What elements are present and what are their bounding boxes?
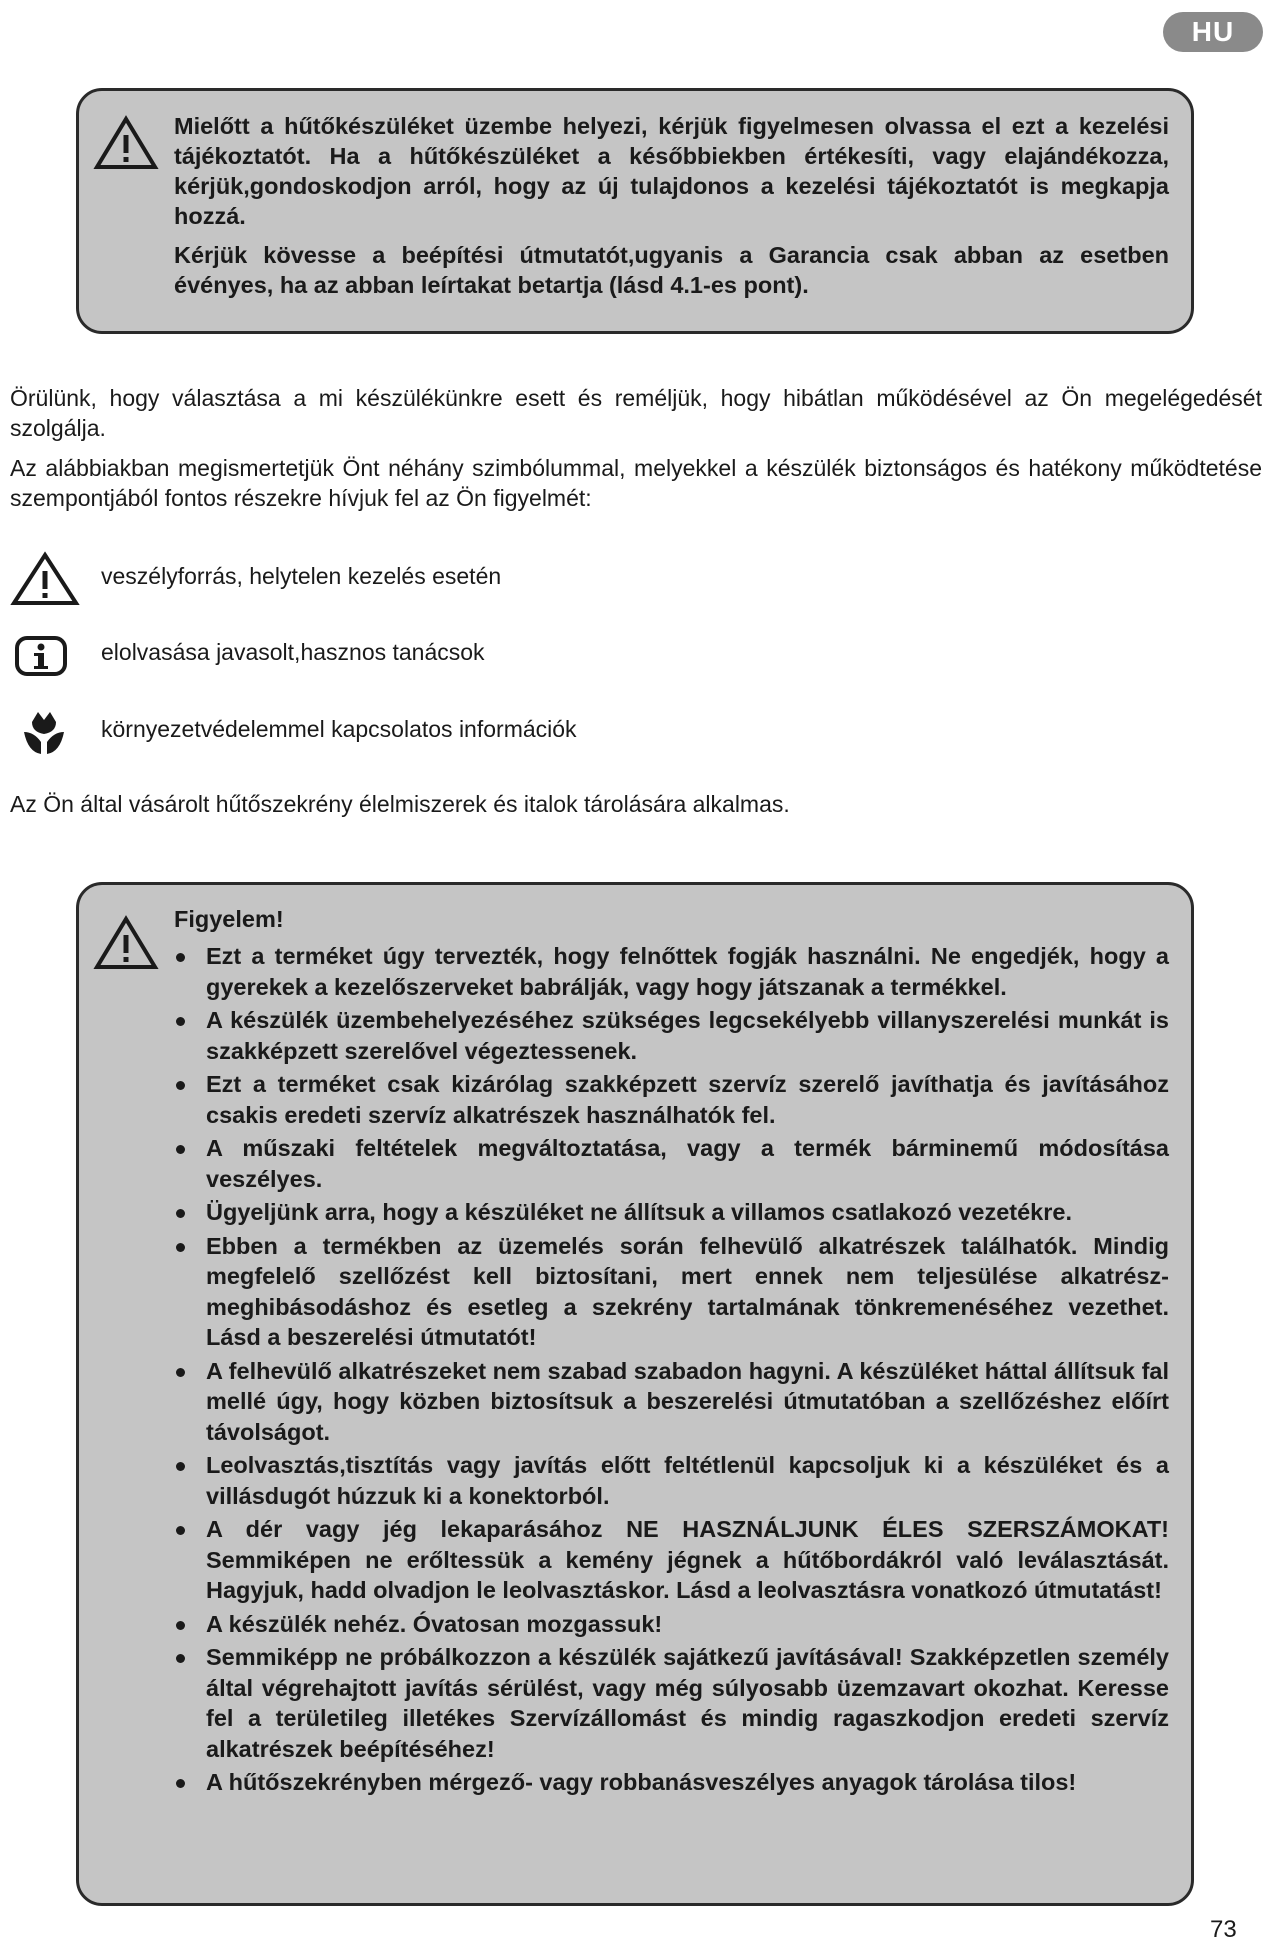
- attention-item: [174, 1005, 1169, 1066]
- attention-item-text: A készülék üzembehelyezéséhez szükséges legcsekélyebb villanyszerelési munkát is szakképzett szerelővel végeztessenek.: [206, 1007, 1169, 1064]
- attention-item-text: A felhevülő alkatrészeket nem szabad szabadon hagyni. A készüléket háttal állítsuk fal mellé úgy, hogy közben biztosítsuk a beszerelési útmutatóban a szellőzéshez előírt távolságot.: [206, 1357, 1169, 1445]
- bullet-icon: [176, 1145, 185, 1154]
- intro-paragraph: Az Ön által vásárolt hűtőszekrény élelmiszerek és italok tárolására alkalmas.: [10, 791, 790, 817]
- attention-item-text: A dér vagy jég lekaparásához NE HASZNÁLJUNK ÉLES SZERSZÁMOKAT! Semmiképen ne erőltessük a kemény jégnek a hűtőbordákról való leválasztását. Hagyjuk, hadd olvadjon le leolvasztáskor. Lásd a leolvasztásra vonatkozó útmutatást!: [206, 1516, 1169, 1603]
- bullet-icon: [176, 1779, 185, 1788]
- bullet-icon: [176, 1368, 185, 1377]
- attention-item-text: A hűtőszekrényben mérgező- vagy robbanásveszélyes anyagok tárolása tilos!: [206, 1769, 1077, 1795]
- warning-triangle-icon: [10, 551, 80, 607]
- intro-paragraph: Örülünk, hogy választása a mi készülékünkre esett és reméljük, hogy hibátlan működésével az Ön megelégedését szolgálja.: [10, 385, 1262, 441]
- attention-item: [174, 1197, 1169, 1228]
- attention-item: [174, 1609, 1169, 1640]
- attention-item-text: Ezt a terméket úgy tervezték, hogy felnőttek fogják használni. Ne engedjék, hogy a gyerekek a kezelőszerveket babrálják, vagy hogy játszanak a termékkel.: [206, 943, 1169, 1000]
- symbol-label: elolvasása javasolt,hasznos tanácsok: [101, 639, 485, 665]
- symbol-row-danger: [10, 551, 910, 607]
- attention-item: [174, 1069, 1169, 1130]
- attention-box: [76, 882, 1194, 1906]
- symbol-label: veszélyforrás, helytelen kezelés esetén: [101, 563, 502, 589]
- bullet-icon: [176, 1081, 185, 1090]
- intro-paragraph: Az alábbiakban megismertetjük Önt néhány szimbólummal, melyekkel a készülék biztonságos és hatékony működtetése szempontjából fontos részekre hívjuk fel az Ön figyelmét:: [10, 455, 1262, 511]
- attention-item: [174, 941, 1169, 1002]
- bullet-icon: [176, 1017, 185, 1026]
- attention-item-text: Semmiképp ne próbálkozzon a készülék sajátkezű javításával! Szakképzetlen személy által végrehajtott javítás sérülést, vagy még súlyosabb üzemzavart okozhat. Keresse fel a területileg illetékes Szervízállomást és mindig ragaszkodjon eredeti szervíz alkatrészek beépítéséhez!: [206, 1644, 1169, 1762]
- symbol-label: környezetvédelemmel kapcsolatos információk: [101, 716, 577, 742]
- symbol-row-info: [10, 627, 910, 683]
- bullet-icon: [176, 1243, 185, 1252]
- attention-item-text: Leolvasztás,tisztítás vagy javítás előtt feltétlenül kapcsoljuk ki a készüléket és a villásdugót húzzuk ki a konektorból.: [206, 1452, 1169, 1509]
- attention-item-text: A műszaki feltételek megváltoztatása, vagy a termék bárminemű módosítása veszélyes.: [206, 1135, 1169, 1192]
- warning-triangle-icon: [93, 915, 159, 971]
- attention-item-text: Ebben a termékben az üzemelés során felhevülő alkatrészek találhatók. Mindig megfelelő szellőzést kell biztosítani, mert ennek nem teljesülése alkatrész-meghibásodáshoz és esetleg a szekrény tartalmának tönkremenéséhez vezethet. Lásd a beszerelési útmutatót!: [206, 1232, 1169, 1350]
- notice-box: [76, 88, 1194, 334]
- environment-flower-icon: [10, 704, 80, 760]
- bullet-icon: [176, 953, 185, 962]
- language-badge: HU: [1163, 12, 1263, 52]
- notice-paragraph: Mielőtt a hűtőkészüléket üzembe helyezi, kérjük figyelmesen olvassa el ezt a kezelési tájékoztatót. Ha a hűtőkészüléket a későbbiekben értékesíti, vagy elajándékozza, kérjük,gondoskodjon arról, hogy az új tulajdonos a kezelési tájékoztatót is megkapja hozzá.: [174, 113, 1169, 229]
- warning-triangle-icon: [93, 115, 159, 171]
- attention-heading: Figyelem!: [174, 906, 284, 932]
- bullet-icon: [176, 1654, 185, 1663]
- attention-item: [174, 1767, 1169, 1798]
- attention-item-text: A készülék nehéz. Óvatosan mozgassuk!: [206, 1610, 663, 1637]
- info-icon: [10, 627, 80, 683]
- attention-item-text: Ezt a terméket csak kizárólag szakképzett szervíz szerelő javíthatja és javításához csakis eredeti szervíz alkatrészek használhatók fel.: [206, 1071, 1169, 1128]
- bullet-icon: [176, 1526, 185, 1535]
- bullet-icon: [176, 1462, 185, 1471]
- attention-item: [174, 1514, 1169, 1606]
- attention-item: [174, 1231, 1169, 1353]
- attention-item: [174, 1356, 1169, 1448]
- bullet-icon: [176, 1209, 185, 1218]
- attention-item-text: Ügyeljünk arra, hogy a készüléket ne állítsuk a villamos csatlakozó vezetékre.: [206, 1199, 1072, 1225]
- bullet-icon: [176, 1621, 185, 1630]
- attention-item: [174, 1642, 1169, 1764]
- attention-item: [174, 1133, 1169, 1194]
- notice-paragraph: Kérjük kövesse a beépítési útmutatót,ugyanis a Garancia csak abban az esetben évényes, ha az abban leírtakat betartja (lásd 4.1-es pont).: [174, 242, 1169, 298]
- attention-item: [174, 1450, 1169, 1511]
- symbol-row-environment: [10, 704, 910, 760]
- attention-list: [174, 941, 1169, 1798]
- page-number: 73: [1210, 1916, 1237, 1943]
